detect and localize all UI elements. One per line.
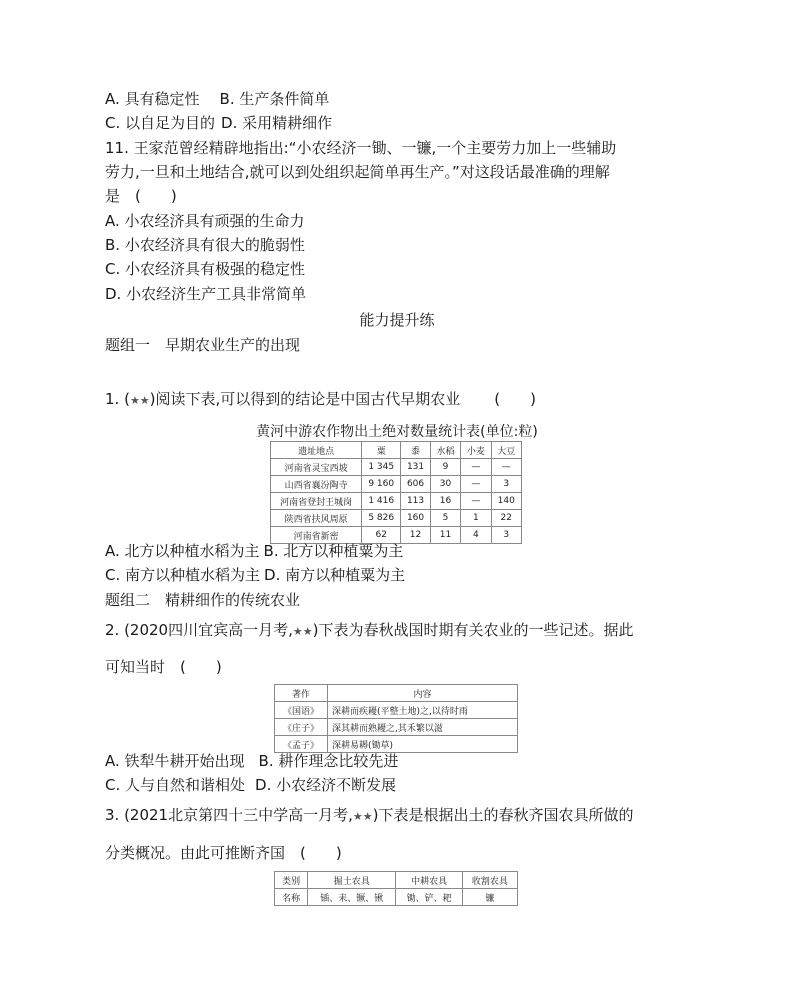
table-header: 黍 [401, 442, 430, 459]
table-cell: 镰 [462, 889, 517, 906]
table-header: 收割农具 [462, 872, 517, 889]
q2-stem-line1 [105, 619, 633, 643]
table-cell: 11 [430, 527, 460, 544]
q1-table [270, 441, 522, 544]
table-cell: — [491, 459, 521, 476]
difficulty-stars-icon: ★★ [292, 625, 313, 638]
q1-option-a: A. 北方以种植水稻为主 [105, 542, 260, 560]
q1-option-d: D. 南方以种植粟为主 [264, 566, 406, 584]
q1-stem-text: )阅读下表,可以得到的结论是中国古代早期农业 [149, 390, 461, 408]
table-row [271, 493, 522, 510]
difficulty-stars-icon: ★★ [129, 394, 150, 407]
table-cell: 113 [401, 493, 430, 510]
q10-option-b: B. 生产条件简单 [219, 90, 330, 108]
q10-option-a: A. 具有稳定性 [105, 90, 200, 108]
table-cell: 《国语》 [275, 702, 328, 719]
group2-title: 题组二 精耕细作的传统农业 [105, 591, 301, 609]
q3-stem-line2: 分类概况。由此可推断齐国 ( ) [105, 844, 342, 862]
q2-option-b: B. 耕作理念比较先进 [258, 752, 399, 770]
table-row [275, 719, 518, 736]
table-cell: 131 [401, 459, 430, 476]
q10-options-row2 [105, 112, 332, 134]
q2-options-row2 [105, 774, 396, 796]
table-cell: 140 [491, 493, 521, 510]
table-cell: 深其耕而熟耰之,其禾繁以滋 [328, 719, 518, 736]
table-cell: 22 [491, 510, 521, 527]
table-header: 掘土农具 [308, 872, 396, 889]
table-cell: 1 345 [362, 459, 401, 476]
table-cell: 河南省灵宝西坡 [271, 459, 362, 476]
q3-stem-line1 [105, 804, 633, 828]
q2-stem-text: )下表为春秋战国时期有关农业的一些记述。据此 [312, 621, 634, 639]
q2-option-a: A. 铁犁牛耕开始出现 [105, 752, 245, 770]
table-cell: 30 [430, 476, 460, 493]
table-cell: 河南省登封王城岗 [271, 493, 362, 510]
table-cell: 606 [401, 476, 430, 493]
q11-option-a: A. 小农经济具有顽强的生命力 [105, 212, 305, 230]
q1-options-row2 [105, 564, 405, 586]
table-header-row [271, 442, 522, 459]
table-row [275, 889, 518, 906]
table-cell: 《庄子》 [275, 719, 328, 736]
q2-table [274, 684, 518, 753]
table-cell: 陕西省扶风周原 [271, 510, 362, 527]
table-cell: 《孟子》 [275, 736, 328, 753]
table-cell: 1 416 [362, 493, 401, 510]
table-header: 中耕农具 [396, 872, 462, 889]
q1-options-row1 [105, 540, 403, 562]
table-header: 内容 [328, 685, 518, 702]
q10-option-d: D. 采用精耕细作 [221, 114, 333, 132]
table-cell: 16 [430, 493, 460, 510]
table-cell: 名称 [275, 889, 308, 906]
difficulty-stars-icon: ★★ [352, 810, 373, 823]
table-row [271, 459, 522, 476]
table-cell: 河南省新密 [271, 527, 362, 544]
table-cell: 山西省襄汾陶寺 [271, 476, 362, 493]
table-header-row [275, 685, 518, 702]
table-cell: 深耕易耨(锄草) [328, 736, 518, 753]
q1-answer-paren: ( ) [494, 390, 537, 408]
q11-stem-line2: 劳力,一旦和土地结合,就可以到处组织起简单再生产。”对这段话最准确的理解 [105, 163, 610, 181]
table-cell: 1 [461, 510, 491, 527]
table-header: 遗址地点 [271, 442, 362, 459]
table-header-row [275, 872, 518, 889]
q1-prefix: 1. ( [105, 390, 130, 408]
table-cell: 锸、耒、镢、锹 [308, 889, 396, 906]
table-header: 著作 [275, 685, 328, 702]
q1-option-c: C. 南方以种植水稻为主 [105, 566, 261, 584]
q10-options-row1 [105, 88, 329, 110]
table-row [275, 702, 518, 719]
table-header: 大豆 [491, 442, 521, 459]
q11-stem-line1: 11. 王家范曾经精辟地指出:“小农经济一锄、一镰,一个主要劳力加上一些辅助 [105, 139, 617, 157]
q3-table [274, 871, 518, 906]
table-row [271, 476, 522, 493]
table-cell: 12 [401, 527, 430, 544]
table-header: 粟 [362, 442, 401, 459]
q11-option-d: D. 小农经济生产工具非常简单 [105, 285, 307, 303]
q2-option-c: C. 人与自然和谐相处 [105, 776, 246, 794]
table-cell: 3 [491, 527, 521, 544]
q2-option-d: D. 小农经济不断发展 [255, 776, 397, 794]
table-cell: 62 [362, 527, 401, 544]
q2-options-row1 [105, 750, 398, 772]
table-cell: 9 160 [362, 476, 401, 493]
table-cell: 深耕而疾耰(平整土地)之,以待时雨 [328, 702, 518, 719]
table-cell: 4 [461, 527, 491, 544]
q10-option-c: C. 以自足为目的 [105, 114, 216, 132]
section-title: 能力提升练 [359, 311, 435, 329]
q11-stem-line3: 是 ( ) [105, 187, 177, 205]
q1-stem [105, 388, 536, 412]
table-row [271, 510, 522, 527]
table-header: 类别 [275, 872, 308, 889]
q1-table-title: 黄河中游农作物出土绝对数量统计表(单位:粒) [256, 424, 538, 440]
table-cell: 5 826 [362, 510, 401, 527]
table-cell: 锄、铲、耙 [396, 889, 462, 906]
table-header: 小麦 [461, 442, 491, 459]
table-cell: 160 [401, 510, 430, 527]
q11-option-c: C. 小农经济具有极强的稳定性 [105, 260, 306, 278]
table-header: 水稻 [430, 442, 460, 459]
q3-stem-text: )下表是根据出土的春秋齐国农具所做的 [372, 806, 634, 824]
q2-stem-line2: 可知当时 ( ) [105, 658, 222, 676]
table-cell: — [461, 493, 491, 510]
table-cell: — [461, 476, 491, 493]
table-cell: 5 [430, 510, 460, 527]
table-cell: 3 [491, 476, 521, 493]
table-cell: — [461, 459, 491, 476]
q3-prefix: 3. (2021北京第四十三中学高一月考, [105, 806, 353, 824]
q1-option-b: B. 北方以种植粟为主 [263, 542, 404, 560]
group1-title: 题组一 早期农业生产的出现 [105, 336, 301, 354]
table-cell: 9 [430, 459, 460, 476]
q11-option-b: B. 小农经济具有很大的脆弱性 [105, 236, 305, 254]
q2-prefix: 2. (2020四川宜宾高一月考, [105, 621, 293, 639]
